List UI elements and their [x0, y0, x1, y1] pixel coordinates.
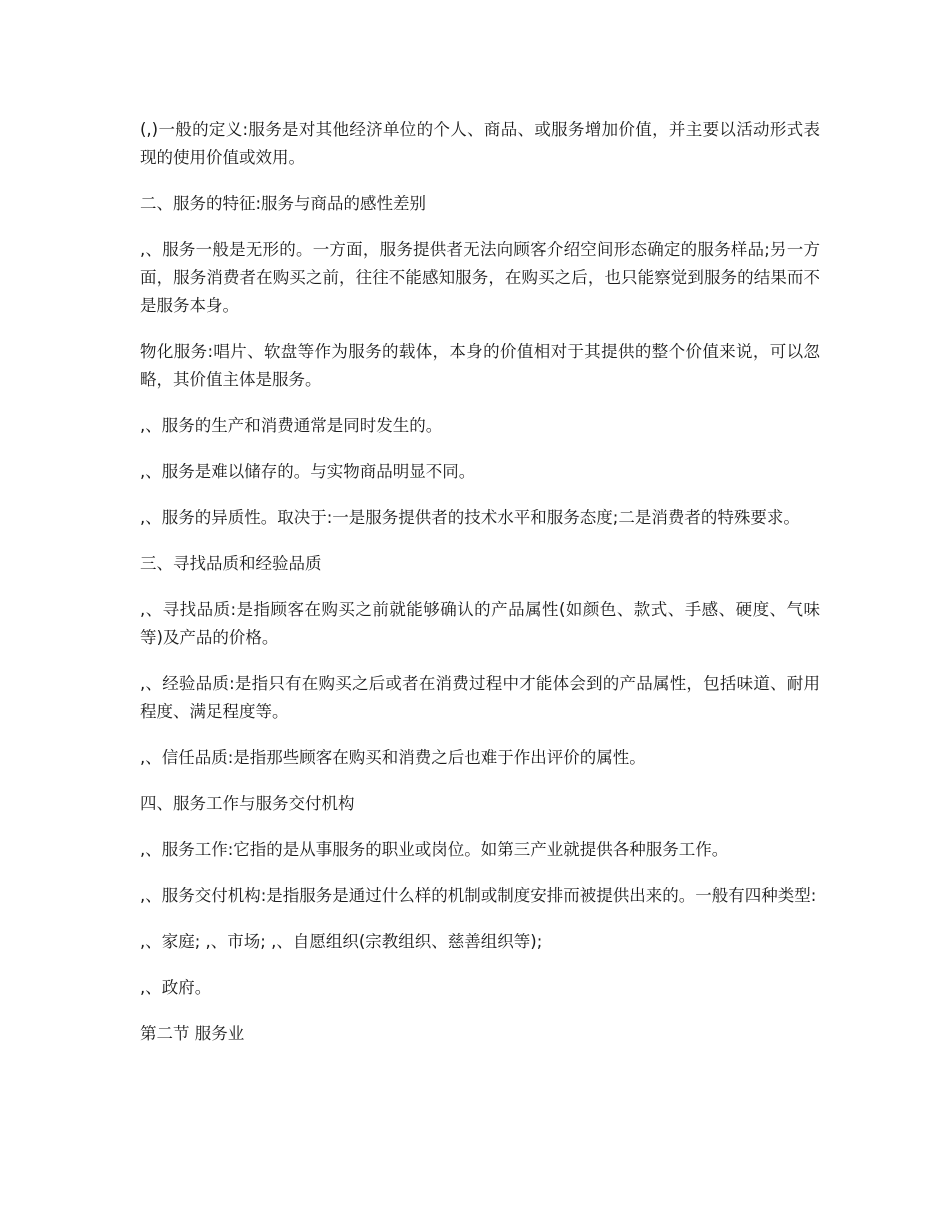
- paragraph-service-work: ,、服务工作:它指的是从事服务的职业或岗位。如第三产业就提供各种服务工作。: [140, 840, 729, 859]
- paragraph-delivery-types: ,、家庭; ,、市场; ,、自愿组织(宗教组织、慈善组织等);: [140, 932, 543, 951]
- paragraph-simultaneous: ,、服务的生产和消费通常是同时发生的。: [140, 416, 443, 435]
- paragraph-government: ,、政府。: [140, 978, 212, 997]
- paragraph-general-definition: (,)一般的定义:服务是对其他经济单位的个人、商品、或服务增加价值，并主要以活动形式表现的使用价值或效用。: [140, 120, 820, 167]
- paragraph-credence-quality: ,、信任品质:是指那些顾客在购买和消费之后也难于作出评价的属性。: [140, 748, 646, 767]
- paragraph-search-quality: ,、寻找品质:是指顾客在购买之前就能够确认的产品属性(如颜色、款式、手感、硬度、气味等)及产品的价格。: [140, 600, 820, 647]
- section-heading-service-features: 二、服务的特征:服务与商品的感性差别: [140, 194, 427, 213]
- paragraph-heterogeneity: ,、服务的异质性。取决于:一是服务提供者的技术水平和服务态度;二是消费者的特殊要求。: [140, 508, 800, 527]
- paragraph-materialized-service: 物化服务:唱片、软盘等作为服务的载体，本身的价值相对于其提供的整个价值来说，可以忽略，其价值主体是服务。: [140, 342, 820, 389]
- paragraph-perishable: ,、服务是难以储存的。与实物商品明显不同。: [140, 462, 476, 481]
- paragraph-delivery-institution: ,、服务交付机构:是指服务是通过什么样的机制或制度安排而被提供出来的。一般有四种类型:: [140, 886, 817, 905]
- document-body: [140, 116, 820, 1066]
- section-heading-service-industry: 第二节 服务业: [140, 1024, 245, 1043]
- paragraph-experience-quality: ,、经验品质:是指只有在购买之后或者在消费过程中才能体会到的产品属性，包括味道、耐用程度、满足程度等。: [140, 674, 820, 721]
- paragraph-intangible: ,、服务一般是无形的。一方面，服务提供者无法向顾客介绍空间形态确定的服务样品;另一方面，服务消费者在购买之前，往往不能感知服务，在购买之后，也只能察觉到服务的结果而不是服务本身。: [140, 240, 820, 315]
- section-heading-service-work-delivery: 四、服务工作与服务交付机构: [140, 794, 355, 813]
- section-heading-search-experience-quality: 三、寻找品质和经验品质: [140, 554, 322, 573]
